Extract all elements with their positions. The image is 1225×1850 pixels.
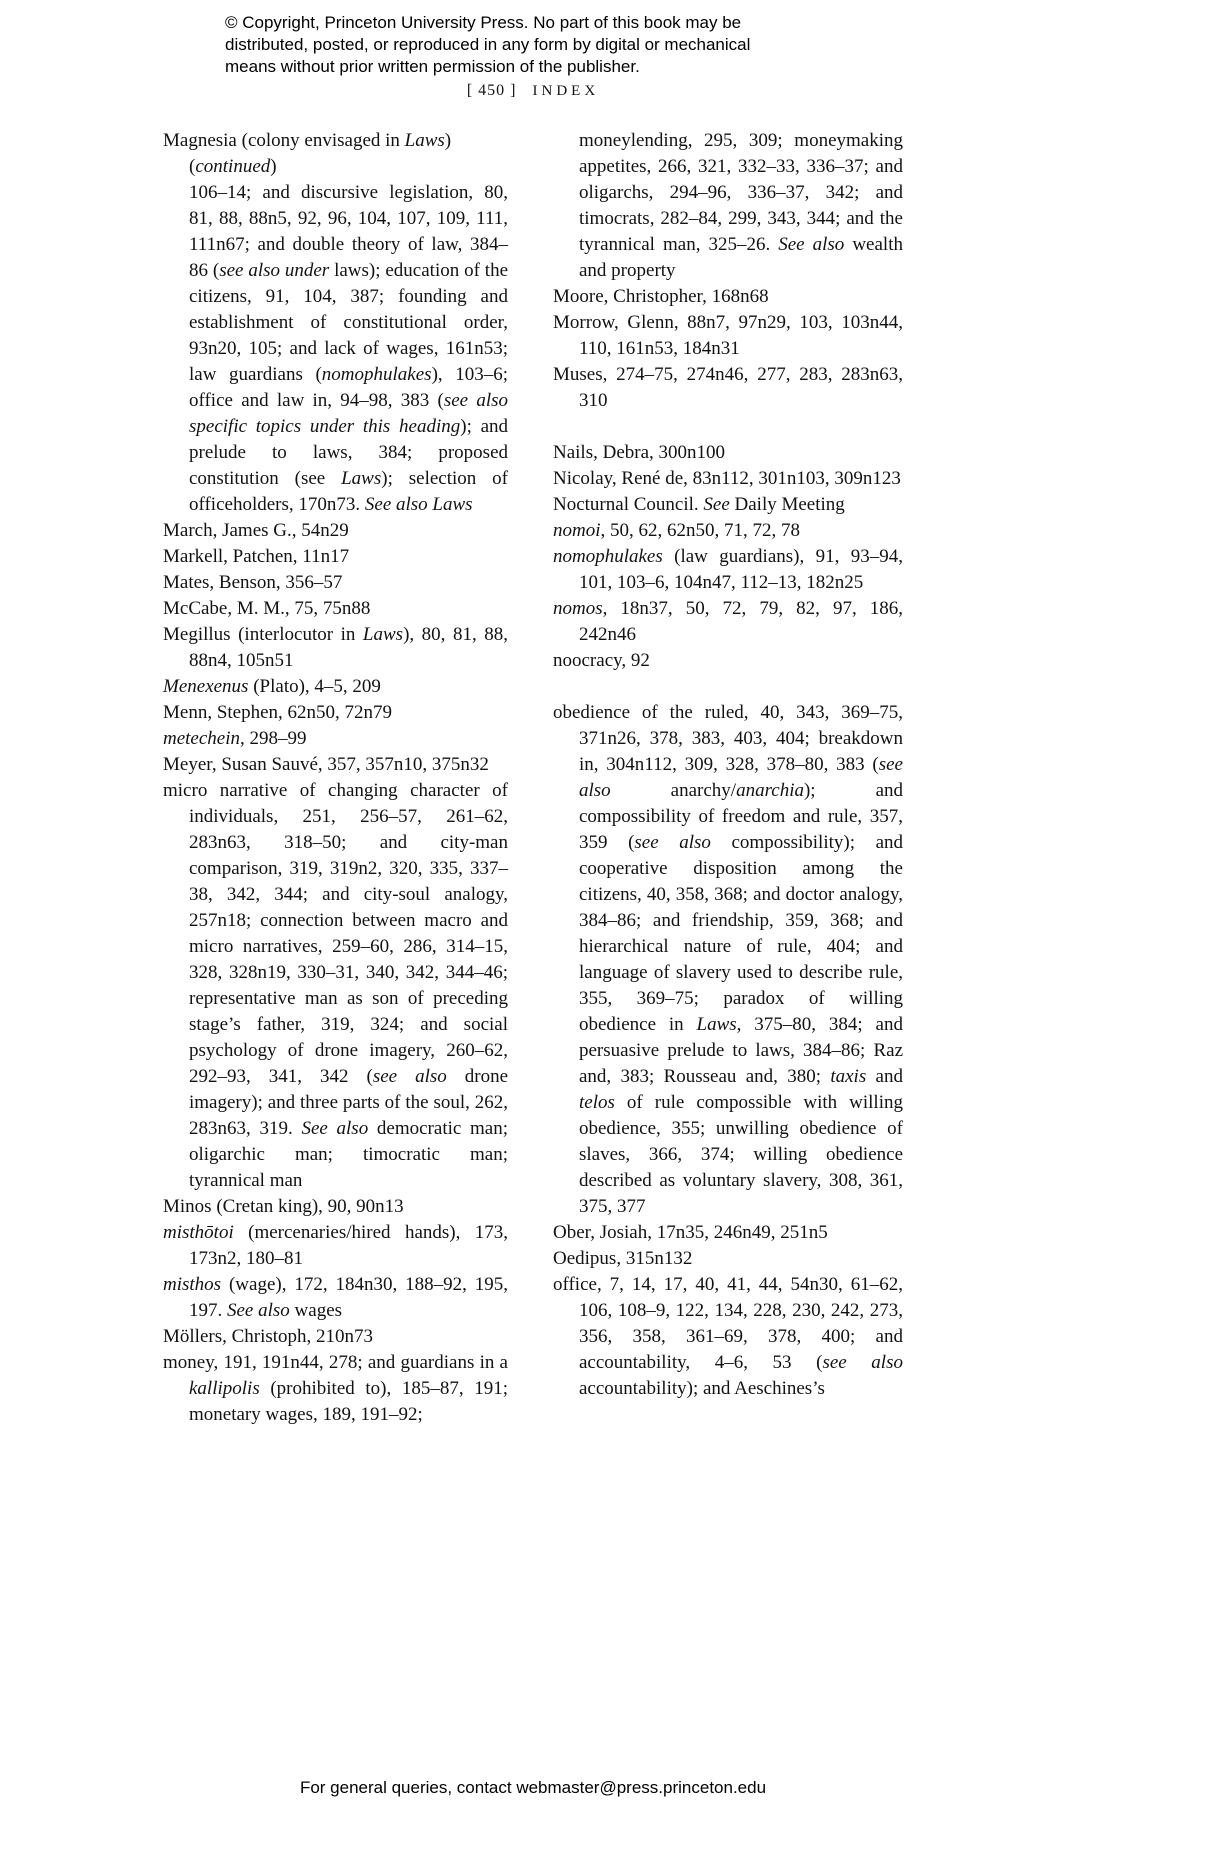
- index-entry: Nocturnal Council. See Daily Meeting: [553, 494, 845, 515]
- index-entry: Megillus (interlocutor in Laws), 80, 81, 88, 88n4, 105n51: [163, 624, 508, 671]
- index-entry: noocracy, 92: [553, 650, 650, 671]
- index-entry: Nails, Debra, 300n100: [553, 442, 726, 463]
- copyright-notice: [225, 12, 750, 78]
- index-entry: obedience of the ruled, 40, 343, 369–75, 371n26, 378, 383, 403, 404; breakdown in, 304n112, 309, 328, 378–80, 383 (see also anarchy/anarchia); and compossibility of freedom and rule, 357, 359 (see also compossibility); and cooperative disposition among the citizens, 40, 358, 368; and doctor analogy, 384–86; and friendship, 359, 368; and hierarchical nature of rule, 404; and language of slavery used to describe rule, 355, 369–75; paradox of willing obedience in Laws, 375–80, 384; and persuasive prelude to laws, 384–86; Raz and, 383; Rousseau and, 380; taxis and telos of rule compossible with willing obedience, 355; unwilling obedience of slaves, 366, 374; willing obedience described as voluntary slavery, 308, 361, 375, 377: [553, 702, 904, 1217]
- section-title: INDEX: [532, 83, 600, 99]
- index-entry: Muses, 274–75, 274n46, 277, 283, 283n63, 310: [553, 364, 903, 411]
- entry-group-gap: [553, 674, 903, 700]
- index-entry: March, James G., 54n29: [163, 520, 349, 541]
- index-entry: Moore, Christopher, 168n68: [553, 286, 769, 307]
- index-entry: 106–14; and discursive legislation, 80, 81, 88, 88n5, 92, 96, 104, 107, 109, 111, 111n67; and double theory of law, 384–86 (see also under laws); education of the citizens, 91, 104, 387; founding and establishment of constitutional order, 93n20, 105; and lack of wages, 161n53; law guardians (nomophulakes), 103–6; office and law in, 94–98, 383 (see also specific topics under this heading); and prelude to laws, 384; proposed constitution (see Laws); selection of officeholders, 170n73. See also Laws: [189, 182, 509, 515]
- index-entry: Nicolay, René de, 83n112, 301n103, 309n123: [553, 468, 901, 489]
- index-entry: McCabe, M. M., 75, 75n88: [163, 598, 371, 619]
- index-entry: Mates, Benson, 356–57: [163, 572, 343, 593]
- index-entry: Möllers, Christoph, 210n73: [163, 1326, 374, 1347]
- index-entry: nomophulakes (law guardians), 91, 93–94, 101, 103–6, 104n47, 112–13, 182n25: [553, 546, 903, 593]
- index-entry: Menn, Stephen, 62n50, 72n79: [163, 702, 393, 723]
- index-entry: money, 191, 191n44, 278; and guardians in a kallipolis (prohibited to), 185–87, 191; monetary wages, 189, 191–92;: [163, 1352, 508, 1425]
- copyright-line-1: © Copyright, Princeton University Press. No part of this book may be: [225, 13, 742, 32]
- entry-group-gap: [553, 414, 903, 440]
- index-entry: nomos, 18n37, 50, 72, 79, 82, 97, 186, 242n46: [553, 598, 903, 645]
- index-entry: misthos (wage), 172, 184n30, 188–92, 195, 197. See also wages: [163, 1274, 508, 1321]
- index-entry: Minos (Cretan king), 90, 90n13: [163, 1196, 404, 1217]
- page-number: [ 450 ]: [466, 82, 517, 99]
- index-entry: nomoi, 50, 62, 62n50, 71, 72, 78: [553, 520, 800, 541]
- index-entry: Markell, Patchen, 11n17: [163, 546, 350, 567]
- index-entry: misthōtoi (mercenaries/hired hands), 173, 173n2, 180–81: [163, 1222, 508, 1269]
- index-entry: metechein, 298–99: [163, 728, 307, 749]
- index-entry: Menexenus (Plato), 4–5, 209: [163, 676, 381, 697]
- index-column-left: [163, 128, 508, 1428]
- index-column-right: [553, 128, 903, 1428]
- copyright-line-2: distributed, posted, or reproduced in any form by digital or mechanical: [225, 35, 751, 54]
- index-entry: Morrow, Glenn, 88n7, 97n29, 103, 103n44, 110, 161n53, 184n31: [553, 312, 903, 359]
- running-head: [163, 82, 903, 100]
- index-entry: micro narrative of changing character of individuals, 251, 256–57, 261–62, 283n63, 318–50; and city-man comparison, 319, 319n2, 320, 335, 337–38, 342, 344; and city-soul analogy, 257n18; connection between macro and micro narratives, 259–60, 286, 314–15, 328, 328n19, 330–31, 340, 342, 344–46; representative man as son of preceding stage’s father, 319, 324; and social psychology of drone imagery, 260–62, 292–93, 341, 342 (see also drone imagery); and three parts of the soul, 262, 283n63, 319. See also democratic man; oligarchic man; timocratic man; tyrannical man: [163, 780, 509, 1191]
- index-columns: [163, 128, 903, 1428]
- copyright-line-3: means without prior written permission of the publisher.: [225, 57, 640, 76]
- index-entry: moneylending, 295, 309; moneymaking appetites, 266, 321, 332–33, 336–37; and oligarchs, 294–96, 336–37, 342; and timocrats, 282–84, 299, 343, 344; and the tyrannical man, 325–26. See also wealth and property: [579, 130, 903, 281]
- footer-query-note: For general queries, contact webmaster@press.princeton.edu: [299, 1778, 767, 1797]
- index-entry: (continued): [189, 156, 277, 177]
- index-entry: Magnesia (colony envisaged in Laws): [163, 130, 452, 151]
- index-entry: office, 7, 14, 17, 40, 41, 44, 54n30, 61–62, 106, 108–9, 122, 134, 228, 230, 242, 273, 356, 358, 361–69, 378, 400; and accountability, 4–6, 53 (see also accountability); and Aeschines’s: [553, 1274, 903, 1399]
- index-entry: Oedipus, 315n132: [553, 1248, 693, 1269]
- index-entry: Meyer, Susan Sauvé, 357, 357n10, 375n32: [163, 754, 489, 775]
- index-entry: Ober, Josiah, 17n35, 246n49, 251n5: [553, 1222, 828, 1243]
